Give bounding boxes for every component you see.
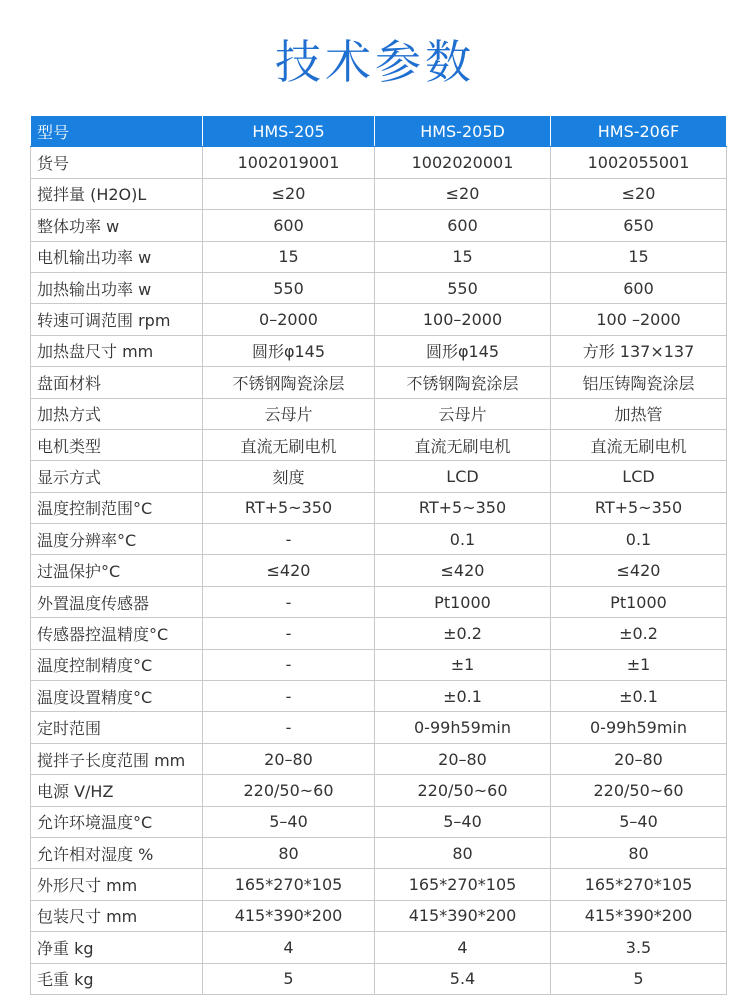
table-row (31, 649, 727, 680)
param-value: 415*390*200 (375, 900, 551, 931)
param-value: 加热管 (551, 398, 727, 429)
table-row (31, 869, 727, 900)
param-value: - (203, 649, 375, 680)
spec-table (30, 115, 727, 995)
table-row (31, 932, 727, 963)
param-value: 不锈钢陶瓷涂层 (375, 367, 551, 398)
table-row (31, 806, 727, 837)
param-value: 600 (551, 272, 727, 303)
param-value: 5–40 (551, 806, 727, 837)
param-value: ≤420 (203, 555, 375, 586)
table-row (31, 743, 727, 774)
table-row (31, 837, 727, 868)
param-label: 过温保护°C (31, 555, 203, 586)
param-value: 4 (375, 932, 551, 963)
param-value: ±1 (551, 649, 727, 680)
table-row (31, 492, 727, 523)
param-label: 温度控制范围°C (31, 492, 203, 523)
param-label: 电机类型 (31, 429, 203, 460)
param-label: 外置温度传感器 (31, 586, 203, 617)
param-label: 转速可调范围 rpm (31, 304, 203, 335)
param-value: 5.4 (375, 963, 551, 994)
param-value: 0-99h59min (551, 712, 727, 743)
param-label: 加热输出功率 w (31, 272, 203, 303)
param-value: 5 (203, 963, 375, 994)
table-row (31, 900, 727, 931)
param-value: ≤20 (203, 178, 375, 209)
param-value: 15 (551, 241, 727, 272)
param-label: 温度设置精度°C (31, 681, 203, 712)
param-value: 1002055001 (551, 147, 727, 178)
param-value: 415*390*200 (551, 900, 727, 931)
param-value: 220/50~60 (375, 775, 551, 806)
table-row (31, 524, 727, 555)
table-row (31, 555, 727, 586)
param-label: 搅拌量 (H2O)L (31, 178, 203, 209)
param-value: 3.5 (551, 932, 727, 963)
param-value: ±0.1 (551, 681, 727, 712)
param-label: 温度分辨率°C (31, 524, 203, 555)
param-value: LCD (551, 461, 727, 492)
param-value: 165*270*105 (551, 869, 727, 900)
param-value: 600 (375, 210, 551, 241)
param-label: 货号 (31, 147, 203, 178)
table-row (31, 586, 727, 617)
param-value: 20–80 (203, 743, 375, 774)
param-value: 4 (203, 932, 375, 963)
param-value: 直流无刷电机 (551, 429, 727, 460)
param-label: 净重 kg (31, 932, 203, 963)
param-value: 165*270*105 (203, 869, 375, 900)
header-cell-model-label: 型号 (31, 116, 203, 147)
table-row (31, 272, 727, 303)
param-label: 允许环境温度°C (31, 806, 203, 837)
param-value: Pt1000 (551, 586, 727, 617)
table-row (31, 147, 727, 178)
param-label: 毛重 kg (31, 963, 203, 994)
table-row (31, 398, 727, 429)
param-label: 温度控制精度°C (31, 649, 203, 680)
param-value: 220/50~60 (551, 775, 727, 806)
param-value: 云母片 (203, 398, 375, 429)
header-row (31, 116, 727, 147)
table-row (31, 241, 727, 272)
param-value: 15 (375, 241, 551, 272)
table-row (31, 178, 727, 209)
param-value: 650 (551, 210, 727, 241)
param-value: 铝压铸陶瓷涂层 (551, 367, 727, 398)
param-value: RT+5~350 (551, 492, 727, 523)
param-value: 0.1 (375, 524, 551, 555)
param-value: ≤20 (375, 178, 551, 209)
param-value: 80 (551, 837, 727, 868)
param-value: 15 (203, 241, 375, 272)
param-label: 包装尺寸 mm (31, 900, 203, 931)
param-value: 刻度 (203, 461, 375, 492)
param-value: 0–2000 (203, 304, 375, 335)
param-value: 直流无刷电机 (203, 429, 375, 460)
param-value: 80 (375, 837, 551, 868)
table-row (31, 775, 727, 806)
param-value: - (203, 712, 375, 743)
param-value: 5 (551, 963, 727, 994)
param-label: 允许相对湿度 % (31, 837, 203, 868)
table-row (31, 335, 727, 366)
param-value: 550 (203, 272, 375, 303)
param-value: - (203, 586, 375, 617)
param-value: ≤420 (551, 555, 727, 586)
param-value: 220/50~60 (203, 775, 375, 806)
param-value: ≤20 (551, 178, 727, 209)
param-value: 0-99h59min (375, 712, 551, 743)
param-label: 整体功率 w (31, 210, 203, 241)
param-value: 0.1 (551, 524, 727, 555)
param-label: 传感器控温精度°C (31, 618, 203, 649)
param-label: 加热方式 (31, 398, 203, 429)
param-value: ±0.2 (375, 618, 551, 649)
param-value: RT+5~350 (375, 492, 551, 523)
param-value: ≤420 (375, 555, 551, 586)
header-cell-model-2: HMS-205D (375, 116, 551, 147)
param-value: 方形 137×137 (551, 335, 727, 366)
param-value: 20–80 (551, 743, 727, 774)
param-label: 电源 V/HZ (31, 775, 203, 806)
param-value: 圆形φ145 (203, 335, 375, 366)
param-label: 定时范围 (31, 712, 203, 743)
table-row (31, 429, 727, 460)
table-row (31, 712, 727, 743)
param-value: ±0.2 (551, 618, 727, 649)
header-cell-model-1: HMS-205 (203, 116, 375, 147)
param-value: 不锈钢陶瓷涂层 (203, 367, 375, 398)
param-label: 盘面材料 (31, 367, 203, 398)
param-value: 云母片 (375, 398, 551, 429)
param-label: 搅拌子长度范围 mm (31, 743, 203, 774)
param-value: 1002019001 (203, 147, 375, 178)
table-row (31, 681, 727, 712)
param-label: 外形尺寸 mm (31, 869, 203, 900)
spec-table-body (31, 147, 727, 995)
param-value: - (203, 618, 375, 649)
param-value: 20–80 (375, 743, 551, 774)
param-value: 550 (375, 272, 551, 303)
param-value: 415*390*200 (203, 900, 375, 931)
param-value: - (203, 681, 375, 712)
table-row (31, 461, 727, 492)
param-value: 1002020001 (375, 147, 551, 178)
table-row (31, 367, 727, 398)
table-row (31, 304, 727, 335)
param-value: 5–40 (375, 806, 551, 837)
param-value: 80 (203, 837, 375, 868)
table-row (31, 210, 727, 241)
param-value: 5–40 (203, 806, 375, 837)
param-value: 165*270*105 (375, 869, 551, 900)
param-value: ±0.1 (375, 681, 551, 712)
header-cell-model-3: HMS-206F (551, 116, 727, 147)
param-value: ±1 (375, 649, 551, 680)
param-value: 100 –2000 (551, 304, 727, 335)
param-label: 加热盘尺寸 mm (31, 335, 203, 366)
table-row (31, 963, 727, 994)
param-value: LCD (375, 461, 551, 492)
param-value: 600 (203, 210, 375, 241)
table-row (31, 618, 727, 649)
param-value: - (203, 524, 375, 555)
param-value: 100–2000 (375, 304, 551, 335)
param-value: 圆形φ145 (375, 335, 551, 366)
param-value: Pt1000 (375, 586, 551, 617)
page-title: 技术参数 (275, 35, 475, 89)
param-label: 电机输出功率 w (31, 241, 203, 272)
param-value: RT+5~350 (203, 492, 375, 523)
param-value: 直流无刷电机 (375, 429, 551, 460)
param-label: 显示方式 (31, 461, 203, 492)
